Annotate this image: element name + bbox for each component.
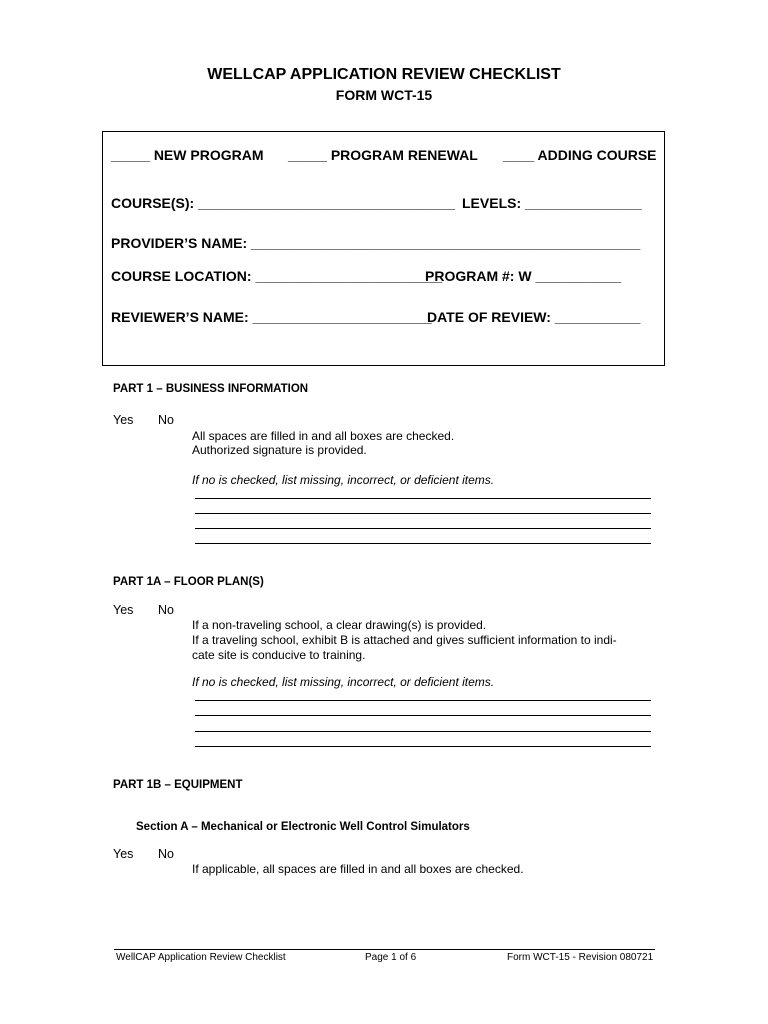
part1-answer-line[interactable] (195, 543, 651, 544)
reviewer-name-field[interactable]: REVIEWER’S NAME: _______________________ (111, 309, 432, 325)
part1b-heading: PART 1B – EQUIPMENT (113, 779, 243, 791)
part1b-criterion: If applicable, all spaces are filled in and all boxes are checked. (192, 862, 524, 876)
page-title: WELLCAP APPLICATION REVIEW CHECKLIST (207, 66, 561, 83)
levels-field[interactable]: LEVELS: _______________ (462, 195, 642, 211)
part1-criterion: All spaces are filled in and all boxes are checked. (192, 429, 455, 443)
program-renewal-field[interactable]: _____ PROGRAM RENEWAL (288, 147, 478, 163)
footer-page-number: Page 1 of 6 (365, 952, 417, 963)
part1-no-option[interactable]: No (158, 413, 174, 427)
part1a-answer-line[interactable] (195, 700, 651, 701)
part1a-criterion: If a traveling school, exhibit B is attached and gives sufficient information to indi- (192, 633, 617, 647)
program-number-field[interactable]: PROGRAM #: W ___________ (425, 268, 622, 284)
part1-criterion: Authorized signature is provided. (192, 443, 367, 457)
part1a-no-option[interactable]: No (158, 603, 174, 617)
part1-answer-line[interactable] (195, 513, 651, 514)
new-program-field[interactable]: _____ NEW PROGRAM (111, 147, 264, 163)
part1a-answer-line[interactable] (195, 746, 651, 747)
date-of-review-field[interactable]: DATE OF REVIEW: ___________ (427, 309, 641, 325)
part1a-heading: PART 1A – FLOOR PLAN(S) (113, 576, 264, 588)
part1-answer-line[interactable] (195, 528, 651, 529)
footer-rule (114, 949, 655, 950)
part1b-yes-option[interactable]: Yes (113, 847, 134, 861)
part1a-yes-option[interactable]: Yes (113, 603, 134, 617)
provider-name-field[interactable]: PROVIDER’S NAME: __________________________________________________ (111, 235, 641, 251)
part1-answer-line[interactable] (195, 498, 651, 499)
footer-revision: Form WCT-15 - Revision 080721 (507, 952, 654, 963)
part1b-no-option[interactable]: No (158, 847, 174, 861)
part1a-criterion: If a non-traveling school, a clear drawing(s) is provided. (192, 618, 487, 632)
course-location-field[interactable]: COURSE LOCATION: ________________________ (111, 268, 443, 284)
courses-field[interactable]: COURSE(S): _________________________________ (111, 195, 456, 211)
footer-doc-title: WellCAP Application Review Checklist (116, 952, 286, 963)
part1-heading: PART 1 – BUSINESS INFORMATION (113, 383, 309, 395)
part1a-instruction: If no is checked, list missing, incorrect, or deficient items. (192, 675, 495, 689)
part1-yes-option[interactable]: Yes (113, 413, 134, 427)
part1a-answer-line[interactable] (195, 731, 651, 732)
part1-instruction: If no is checked, list missing, incorrect, or deficient items. (192, 473, 495, 487)
part1a-criterion: cate site is conducive to training. (192, 648, 366, 662)
form-number: FORM WCT-15 (335, 87, 433, 103)
section-a-heading: Section A – Mechanical or Electronic Well Control Simulators (136, 821, 470, 833)
adding-course-field[interactable]: ____ ADDING COURSE (503, 147, 657, 163)
part1a-answer-line[interactable] (195, 715, 651, 716)
